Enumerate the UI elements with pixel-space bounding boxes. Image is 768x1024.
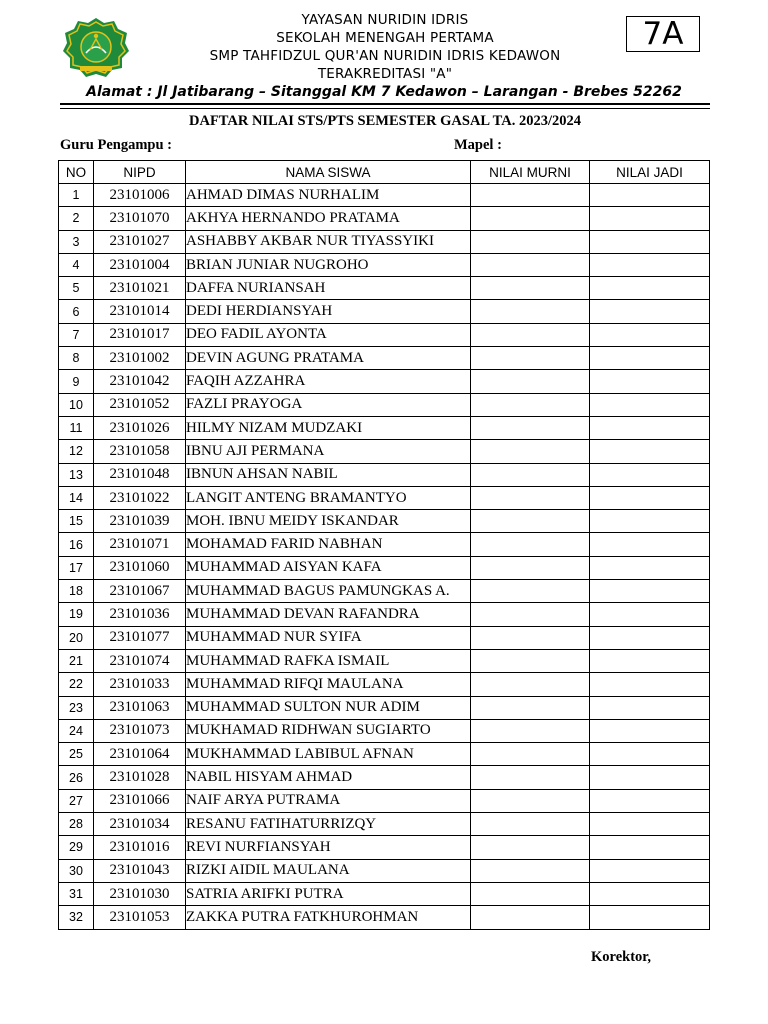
final-score-cell[interactable] [590, 510, 710, 533]
final-score-cell[interactable] [590, 440, 710, 463]
raw-score-cell[interactable] [471, 440, 590, 463]
student-name: MUHAMMAD BAGUS PAMUNGKAS A. [186, 580, 471, 603]
student-nipd: 23101036 [94, 603, 186, 626]
table-row [59, 906, 710, 929]
student-name: AHMAD DIMAS NURHALIM [186, 184, 471, 207]
header-raw-score: NILAI MURNI [471, 161, 590, 184]
student-name: HILMY NIZAM MUDZAKI [186, 416, 471, 439]
raw-score-cell[interactable] [471, 813, 590, 836]
raw-score-cell[interactable] [471, 766, 590, 789]
row-number: 23 [59, 696, 94, 719]
final-score-cell[interactable] [590, 370, 710, 393]
row-number: 2 [59, 207, 94, 230]
student-name: FAQIH AZZAHRA [186, 370, 471, 393]
table-row [59, 533, 710, 556]
final-score-cell[interactable] [590, 626, 710, 649]
student-name: MOHAMAD FARID NABHAN [186, 533, 471, 556]
student-nipd: 23101067 [94, 580, 186, 603]
student-nipd: 23101066 [94, 789, 186, 812]
table-row [59, 370, 710, 393]
final-score-cell[interactable] [590, 207, 710, 230]
raw-score-cell[interactable] [471, 580, 590, 603]
row-number: 19 [59, 603, 94, 626]
row-number: 15 [59, 510, 94, 533]
student-name: MUKHAMAD RIDHWAN SUGIARTO [186, 719, 471, 742]
student-nipd: 23101028 [94, 766, 186, 789]
raw-score-cell[interactable] [471, 859, 590, 882]
student-name: REVI NURFIANSYAH [186, 836, 471, 859]
student-nipd: 23101033 [94, 673, 186, 696]
raw-score-cell[interactable] [471, 300, 590, 323]
student-name: MUKHAMMAD LABIBUL AFNAN [186, 743, 471, 766]
raw-score-cell[interactable] [471, 277, 590, 300]
final-score-cell[interactable] [590, 696, 710, 719]
student-name: DEVIN AGUNG PRATAMA [186, 347, 471, 370]
table-row [59, 859, 710, 882]
row-number: 3 [59, 230, 94, 253]
student-nipd: 23101014 [94, 300, 186, 323]
table-row [59, 696, 710, 719]
row-number: 7 [59, 323, 94, 346]
final-score-cell[interactable] [590, 813, 710, 836]
student-name: AKHYA HERNANDO PRATAMA [186, 207, 471, 230]
table-row [59, 743, 710, 766]
student-name: MUHAMMAD DEVAN RAFANDRA [186, 603, 471, 626]
row-number: 4 [59, 253, 94, 276]
final-score-cell[interactable] [590, 184, 710, 207]
raw-score-cell[interactable] [471, 463, 590, 486]
school-name: SMP TAHFIDZUL QUR'AN NURIDIN IDRIS KEDAWON [209, 48, 561, 64]
table-row [59, 836, 710, 859]
student-nipd: 23101048 [94, 463, 186, 486]
final-score-cell[interactable] [590, 719, 710, 742]
school-address: Alamat : Jl Jatibarang – Sitanggal KM 7 Kedawon – Larangan - Brebes 52262 [86, 84, 682, 100]
raw-score-cell[interactable] [471, 556, 590, 579]
raw-score-cell[interactable] [471, 533, 590, 556]
row-number: 21 [59, 649, 94, 672]
final-score-cell[interactable] [590, 743, 710, 766]
final-score-cell[interactable] [590, 673, 710, 696]
final-score-cell[interactable] [590, 789, 710, 812]
student-nipd: 23101053 [94, 906, 186, 929]
row-number: 28 [59, 813, 94, 836]
student-name: ASHABBY AKBAR NUR TIYASSYIKI [186, 230, 471, 253]
table-row [59, 649, 710, 672]
row-number: 8 [59, 347, 94, 370]
accreditation: TERAKREDITASI "A" [317, 66, 453, 82]
table-row [59, 486, 710, 509]
table-row [59, 580, 710, 603]
final-score-cell[interactable] [590, 277, 710, 300]
raw-score-cell[interactable] [471, 906, 590, 929]
final-score-cell[interactable] [590, 906, 710, 929]
raw-score-cell[interactable] [471, 416, 590, 439]
final-score-cell[interactable] [590, 556, 710, 579]
raw-score-cell[interactable] [471, 347, 590, 370]
table-row [59, 230, 710, 253]
final-score-cell[interactable] [590, 486, 710, 509]
raw-score-cell[interactable] [471, 184, 590, 207]
student-name: LANGIT ANTENG BRAMANTYO [186, 486, 471, 509]
student-nipd: 23101016 [94, 836, 186, 859]
row-number: 16 [59, 533, 94, 556]
header-divider-thin [60, 108, 710, 109]
student-nipd: 23101030 [94, 882, 186, 905]
row-number: 6 [59, 300, 94, 323]
table-row [59, 766, 710, 789]
final-score-cell[interactable] [590, 347, 710, 370]
table-row [59, 556, 710, 579]
student-name: FAZLI PRAYOGA [186, 393, 471, 416]
student-nipd: 23101039 [94, 510, 186, 533]
raw-score-cell[interactable] [471, 836, 590, 859]
student-name: IBNUN AHSAN NABIL [186, 463, 471, 486]
table-row [59, 300, 710, 323]
table-row [59, 719, 710, 742]
raw-score-cell[interactable] [471, 393, 590, 416]
school-logo [62, 17, 130, 77]
row-number: 18 [59, 580, 94, 603]
row-number: 30 [59, 859, 94, 882]
table-row [59, 184, 710, 207]
raw-score-cell[interactable] [471, 253, 590, 276]
raw-score-cell[interactable] [471, 649, 590, 672]
student-nipd: 23101077 [94, 626, 186, 649]
student-nipd: 23101017 [94, 323, 186, 346]
row-number: 11 [59, 416, 94, 439]
raw-score-cell[interactable] [471, 789, 590, 812]
student-name: NAIF ARYA PUTRAMA [186, 789, 471, 812]
student-nipd: 23101043 [94, 859, 186, 882]
student-name: NABIL HISYAM AHMAD [186, 766, 471, 789]
foundation-name: YAYASAN NURIDIN IDRIS [301, 12, 469, 28]
row-number: 32 [59, 906, 94, 929]
table-row [59, 673, 710, 696]
table-row [59, 323, 710, 346]
header-final-score: NILAI JADI [590, 161, 710, 184]
table-row [59, 416, 710, 439]
document-title: DAFTAR NILAI STS/PTS SEMESTER GASAL TA. 2023/2024 [189, 113, 581, 129]
table-row [59, 882, 710, 905]
row-number: 20 [59, 626, 94, 649]
raw-score-cell[interactable] [471, 603, 590, 626]
final-score-cell[interactable] [590, 230, 710, 253]
student-name: MUHAMMAD RAFKA ISMAIL [186, 649, 471, 672]
emblem-icon [62, 17, 130, 77]
student-nipd: 23101064 [94, 743, 186, 766]
row-number: 31 [59, 882, 94, 905]
raw-score-cell[interactable] [471, 696, 590, 719]
table-row [59, 277, 710, 300]
row-number: 13 [59, 463, 94, 486]
table-header-row [59, 161, 710, 184]
header-no: NO [59, 161, 94, 184]
row-number: 12 [59, 440, 94, 463]
raw-score-cell[interactable] [471, 323, 590, 346]
row-number: 24 [59, 719, 94, 742]
student-name: MUHAMMAD AISYAN KAFA [186, 556, 471, 579]
student-name: BRIAN JUNIAR NUGROHO [186, 253, 471, 276]
row-number: 1 [59, 184, 94, 207]
student-name: MUHAMMAD RIFQI MAULANA [186, 673, 471, 696]
final-score-cell[interactable] [590, 603, 710, 626]
final-score-cell[interactable] [590, 533, 710, 556]
final-score-cell[interactable] [590, 323, 710, 346]
student-nipd: 23101021 [94, 277, 186, 300]
student-name: DEDI HERDIANSYAH [186, 300, 471, 323]
subject-label: Mapel : [454, 137, 502, 153]
student-nipd: 23101004 [94, 253, 186, 276]
raw-score-cell[interactable] [471, 510, 590, 533]
table-row [59, 347, 710, 370]
raw-score-cell[interactable] [471, 486, 590, 509]
table-row [59, 463, 710, 486]
student-name: SATRIA ARIFKI PUTRA [186, 882, 471, 905]
row-number: 14 [59, 486, 94, 509]
table-row [59, 253, 710, 276]
final-score-cell[interactable] [590, 463, 710, 486]
table-row [59, 393, 710, 416]
final-score-cell[interactable] [590, 253, 710, 276]
signature-label: Korektor, [591, 949, 652, 965]
raw-score-cell[interactable] [471, 719, 590, 742]
teacher-label: Guru Pengampu : [60, 137, 172, 153]
table-row [59, 510, 710, 533]
student-nipd: 23101071 [94, 533, 186, 556]
raw-score-cell[interactable] [471, 626, 590, 649]
student-name: RESANU FATIHATURRIZQY [186, 813, 471, 836]
row-number: 26 [59, 766, 94, 789]
row-number: 9 [59, 370, 94, 393]
raw-score-cell[interactable] [471, 207, 590, 230]
student-nipd: 23101026 [94, 416, 186, 439]
student-nipd: 23101006 [94, 184, 186, 207]
row-number: 22 [59, 673, 94, 696]
student-nipd: 23101022 [94, 486, 186, 509]
student-name: ZAKKA PUTRA FATKHUROHMAN [186, 906, 471, 929]
final-score-cell[interactable] [590, 836, 710, 859]
final-score-cell[interactable] [590, 766, 710, 789]
student-nipd: 23101052 [94, 393, 186, 416]
row-number: 29 [59, 836, 94, 859]
student-nipd: 23101027 [94, 230, 186, 253]
grades-table [58, 160, 710, 930]
header-divider-thick [60, 103, 710, 105]
student-name: DEO FADIL AYONTA [186, 323, 471, 346]
raw-score-cell[interactable] [471, 673, 590, 696]
student-nipd: 23101070 [94, 207, 186, 230]
student-nipd: 23101002 [94, 347, 186, 370]
final-score-cell[interactable] [590, 882, 710, 905]
student-name: MOH. IBNU MEIDY ISKANDAR [186, 510, 471, 533]
final-score-cell[interactable] [590, 859, 710, 882]
table-row [59, 789, 710, 812]
school-type: SEKOLAH MENENGAH PERTAMA [276, 30, 494, 46]
raw-score-cell[interactable] [471, 743, 590, 766]
raw-score-cell[interactable] [471, 370, 590, 393]
final-score-cell[interactable] [590, 416, 710, 439]
student-nipd: 23101060 [94, 556, 186, 579]
header-nipd: NIPD [94, 161, 186, 184]
table-row [59, 603, 710, 626]
final-score-cell[interactable] [590, 649, 710, 672]
student-name: MUHAMMAD SULTON NUR ADIM [186, 696, 471, 719]
row-number: 5 [59, 277, 94, 300]
final-score-cell[interactable] [590, 580, 710, 603]
header-student-name: NAMA SISWA [186, 161, 471, 184]
row-number: 17 [59, 556, 94, 579]
class-code: 7A [626, 16, 700, 52]
student-nipd: 23101042 [94, 370, 186, 393]
table-row [59, 207, 710, 230]
student-nipd: 23101074 [94, 649, 186, 672]
table-row [59, 813, 710, 836]
row-number: 27 [59, 789, 94, 812]
table-row [59, 626, 710, 649]
student-nipd: 23101073 [94, 719, 186, 742]
final-score-cell[interactable] [590, 393, 710, 416]
raw-score-cell[interactable] [471, 230, 590, 253]
student-nipd: 23101034 [94, 813, 186, 836]
student-nipd: 23101058 [94, 440, 186, 463]
row-number: 25 [59, 743, 94, 766]
student-name: IBNU AJI PERMANA [186, 440, 471, 463]
final-score-cell[interactable] [590, 300, 710, 323]
row-number: 10 [59, 393, 94, 416]
student-name: RIZKI AIDIL MAULANA [186, 859, 471, 882]
student-nipd: 23101063 [94, 696, 186, 719]
student-name: MUHAMMAD NUR SYIFA [186, 626, 471, 649]
student-name: DAFFA NURIANSAH [186, 277, 471, 300]
table-row [59, 440, 710, 463]
raw-score-cell[interactable] [471, 882, 590, 905]
